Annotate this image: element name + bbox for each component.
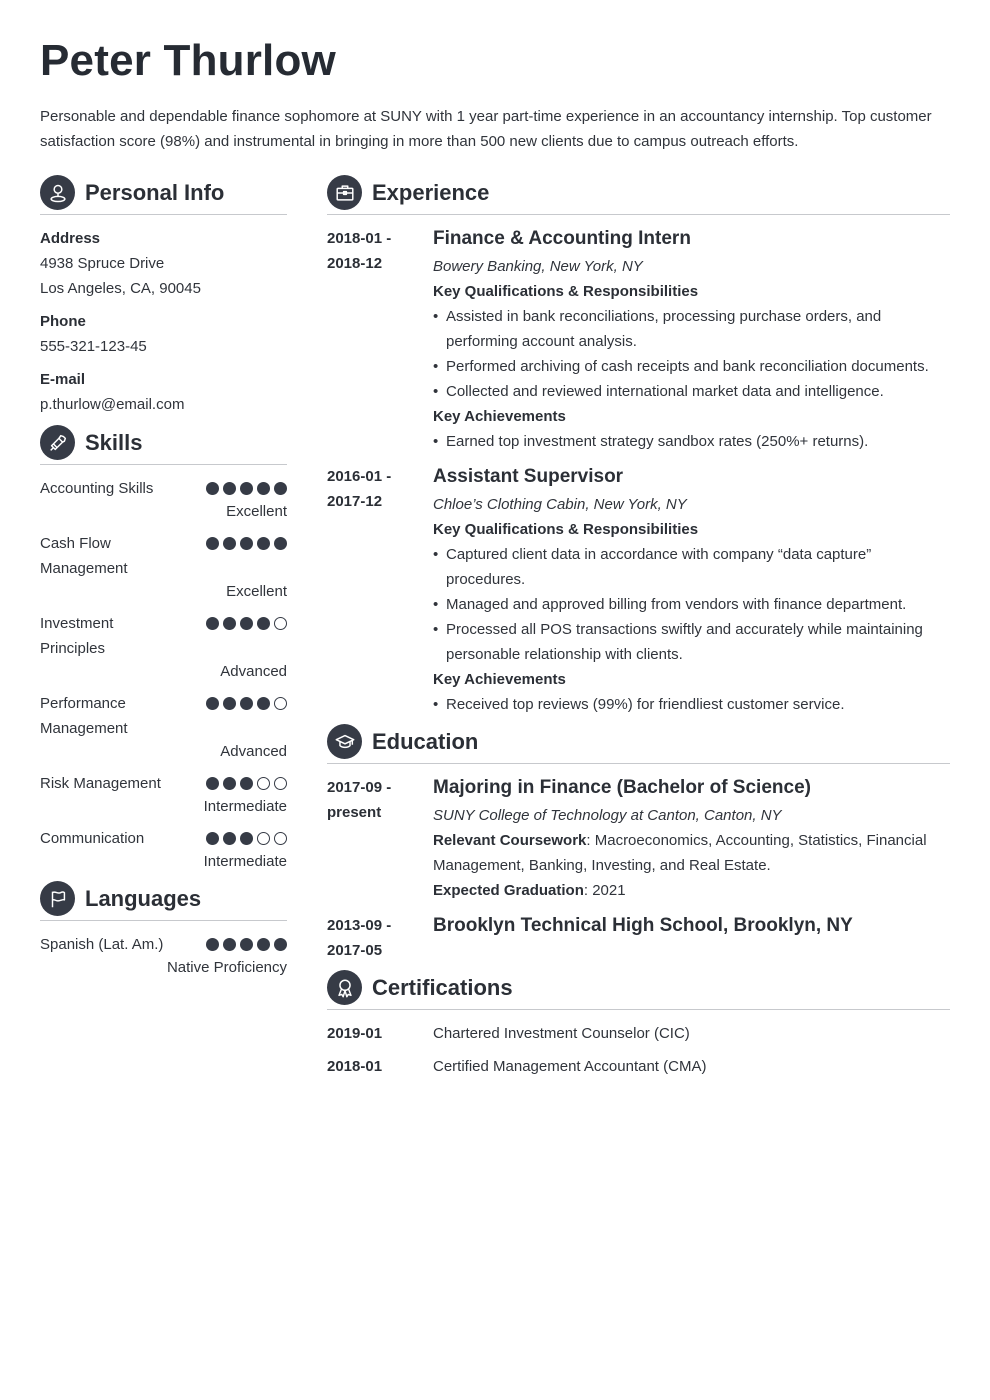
filled-dot: [240, 832, 253, 845]
filled-dot: [240, 617, 253, 630]
languages-list: [40, 932, 287, 979]
graduation-value: : 2021: [583, 882, 626, 899]
filled-dot: [274, 537, 287, 550]
rating-row: [40, 826, 287, 851]
rating-level: Intermediate: [203, 798, 287, 815]
empty-dot: [274, 832, 287, 845]
cert-date: 2019-01: [327, 1025, 383, 1042]
date-start: 2016-01 -: [327, 468, 392, 485]
address-line-1: 4938 Spruce Drive: [40, 255, 165, 272]
education-entry: [327, 913, 950, 963]
cert-name: Certified Management Accountant (CMA): [433, 1058, 707, 1075]
briefcase-icon: [327, 175, 362, 210]
entry-date: [327, 913, 433, 963]
section-header: [327, 970, 950, 1010]
section-header: [40, 425, 287, 465]
employer: Bowery Banking, New York, NY: [433, 258, 643, 275]
rating-dots: [206, 611, 287, 630]
rating-name: Performance Management: [40, 695, 128, 737]
achievement-list: [433, 692, 950, 717]
phone-label: Phone: [40, 313, 86, 330]
coursework: [433, 828, 950, 878]
responsibility-list: [433, 542, 950, 667]
empty-dot: [274, 777, 287, 790]
graduation-label: Expected Graduation: [433, 882, 584, 899]
rating-item: [40, 771, 287, 818]
experience-section: [327, 175, 950, 717]
rating-dots: [206, 691, 287, 710]
filled-dot: [223, 537, 236, 550]
entry-date: [327, 464, 433, 717]
email-value: p.thurlow@email.com: [40, 396, 185, 413]
rating-item: [40, 531, 287, 603]
list-item: • Processed all POS transactions swiftly and accurately while maintaining personable relationship with clients.: [433, 617, 950, 667]
graduation: [433, 878, 950, 903]
filled-dot: [223, 832, 236, 845]
filled-dot: [223, 617, 236, 630]
profile-summary: Personable and dependable finance sophomore at SUNY with 1 year part-time experience in an accountancy internship. Top customer satisfaction score (98%) and instrumental in bringing in more than 500 new clients due to campus outreach efforts.: [40, 108, 932, 150]
filled-dot: [240, 938, 253, 951]
personal-info-section: [40, 175, 287, 417]
rating-level: Excellent: [226, 583, 287, 600]
rating-level: Excellent: [226, 503, 287, 520]
job-title: Assistant Supervisor: [433, 466, 624, 487]
rating-level: Native Proficiency: [166, 959, 287, 976]
rating-name: Accounting Skills: [40, 480, 154, 497]
rating-item: [40, 932, 287, 979]
achievements-label: Key Achievements: [433, 408, 566, 425]
filled-dot: [257, 697, 270, 710]
date-end: 2017-05: [327, 942, 383, 959]
filled-dot: [223, 482, 236, 495]
entry-body: [433, 913, 950, 963]
date-start: 2018-01 -: [327, 230, 392, 247]
rating-row: [40, 531, 287, 581]
certification-item: [327, 1054, 950, 1079]
address-block: [40, 226, 287, 301]
filled-dot: [206, 617, 219, 630]
filled-dot: [257, 617, 270, 630]
rating-item: [40, 826, 287, 873]
filled-dot: [240, 482, 253, 495]
section-title: Personal Info: [85, 179, 225, 205]
filled-dot: [206, 537, 219, 550]
achievement-list: [433, 429, 950, 454]
degree-title: Majoring in Finance (Bachelor of Science): [433, 777, 811, 798]
rating-item: [40, 691, 287, 763]
filled-dot: [223, 777, 236, 790]
empty-dot: [257, 777, 270, 790]
rating-name: Cash Flow Management: [40, 535, 128, 577]
date-start: 2017-09 -: [327, 779, 392, 796]
filled-dot: [257, 537, 270, 550]
filled-dot: [206, 777, 219, 790]
rating-name: Communication: [40, 830, 145, 847]
rating-name: Risk Management: [40, 775, 161, 792]
list-item: • Managed and approved billing from vendors with finance department.: [433, 592, 950, 617]
list-item: • Captured client data in accordance with company “data capture” procedures.: [433, 542, 950, 592]
rating-row: [40, 476, 287, 501]
rating-item: [40, 611, 287, 683]
experience-entry: [327, 464, 950, 717]
experience-entry: [327, 226, 950, 454]
qualifications-label: Key Qualifications & Responsibilities: [433, 521, 699, 538]
rating-row: [40, 771, 287, 796]
responsibility-list: [433, 304, 950, 404]
entry-body: [433, 464, 950, 717]
filled-dot: [206, 482, 219, 495]
languages-section: [40, 881, 287, 979]
coursework-label: Relevant Coursework: [433, 832, 587, 849]
section-header: [40, 175, 287, 215]
certification-item: [327, 1021, 950, 1046]
section-title: Certifications: [372, 974, 513, 1000]
rating-level: Intermediate: [203, 853, 287, 870]
cert-date: 2018-01: [327, 1058, 383, 1075]
list-item: • Performed archiving of cash receipts and bank reconciliation documents.: [433, 354, 950, 379]
candidate-name: Peter Thurlow: [40, 36, 336, 85]
rating-level: Advanced: [220, 663, 287, 680]
skills-section: [40, 425, 287, 873]
rating-row: [40, 932, 287, 957]
education-section: [327, 724, 950, 963]
certifications-section: [327, 970, 950, 1079]
graduation-cap-icon: [327, 724, 362, 759]
entry-body: [433, 775, 950, 903]
rating-dots: [206, 826, 287, 845]
filled-dot: [206, 832, 219, 845]
filled-dot: [206, 697, 219, 710]
filled-dot: [274, 938, 287, 951]
date-end: present: [327, 804, 382, 821]
date-end: 2017-12: [327, 493, 383, 510]
coursework-value: : Macroeconomics, Accounting, Statistics, Financial Management, Banking, Investing, and Real Estate.: [433, 832, 927, 874]
phone-value: 555-321-123-45: [40, 338, 147, 355]
section-title: Languages: [85, 885, 202, 911]
entry-date: [327, 775, 433, 903]
skills-list: [40, 476, 287, 873]
phone-block: [40, 309, 287, 359]
date-end: 2018-12: [327, 255, 383, 272]
right-column: [327, 175, 950, 1087]
list-item: • Earned top investment strategy sandbox rates (250%+ returns).: [433, 429, 950, 454]
rating-dots: [206, 771, 287, 790]
section-header: [40, 881, 287, 921]
section-title: Skills: [85, 429, 143, 455]
list-item: • Received top reviews (99%) for friendliest customer service.: [433, 692, 950, 717]
rating-dots: [206, 531, 287, 550]
rating-name: Investment Principles: [40, 615, 114, 657]
list-item: • Assisted in bank reconciliations, processing purchase orders, and performing account analysis.: [433, 304, 950, 354]
flag-icon: [40, 881, 75, 916]
email-label: E-mail: [40, 371, 86, 388]
section-header: [327, 175, 950, 215]
address-line-2: Los Angeles, CA, 90045: [40, 280, 201, 297]
filled-dot: [274, 482, 287, 495]
filled-dot: [257, 938, 270, 951]
education-entry: [327, 775, 950, 903]
rating-name: Spanish (Lat. Am.): [40, 936, 164, 953]
rating-dots: [206, 476, 287, 495]
filled-dot: [240, 697, 253, 710]
entry-body: [433, 226, 950, 454]
list-item: • Collected and reviewed international market data and intelligence.: [433, 379, 950, 404]
entry-date: [327, 226, 433, 454]
address-label: Address: [40, 230, 101, 247]
rating-item: [40, 476, 287, 523]
empty-dot: [257, 832, 270, 845]
school-title: Brooklyn Technical High School, Brooklyn, NY: [433, 915, 853, 936]
section-title: Education: [372, 728, 479, 754]
left-column: [40, 175, 287, 987]
section-title: Experience: [372, 179, 490, 205]
award-ribbon-icon: [327, 970, 362, 1005]
qualifications-label: Key Qualifications & Responsibilities: [433, 283, 699, 300]
filled-dot: [240, 537, 253, 550]
date-start: 2013-09 -: [327, 917, 392, 934]
institution: SUNY College of Technology at Canton, Canton, NY: [433, 807, 782, 824]
rating-level: Advanced: [220, 743, 287, 760]
section-header: [327, 724, 950, 764]
person-icon: [40, 175, 75, 210]
filled-dot: [206, 938, 219, 951]
filled-dot: [223, 938, 236, 951]
empty-dot: [274, 697, 287, 710]
cert-name: Chartered Investment Counselor (CIC): [433, 1025, 690, 1042]
rating-row: [40, 691, 287, 741]
filled-dot: [257, 482, 270, 495]
employer: Chloe’s Clothing Cabin, New York, NY: [433, 496, 687, 513]
filled-dot: [240, 777, 253, 790]
tools-icon: [40, 425, 75, 460]
empty-dot: [274, 617, 287, 630]
email-block: [40, 367, 287, 417]
achievements-label: Key Achievements: [433, 671, 566, 688]
rating-dots: [206, 932, 287, 951]
filled-dot: [223, 697, 236, 710]
rating-row: [40, 611, 287, 661]
job-title: Finance & Accounting Intern: [433, 228, 691, 249]
